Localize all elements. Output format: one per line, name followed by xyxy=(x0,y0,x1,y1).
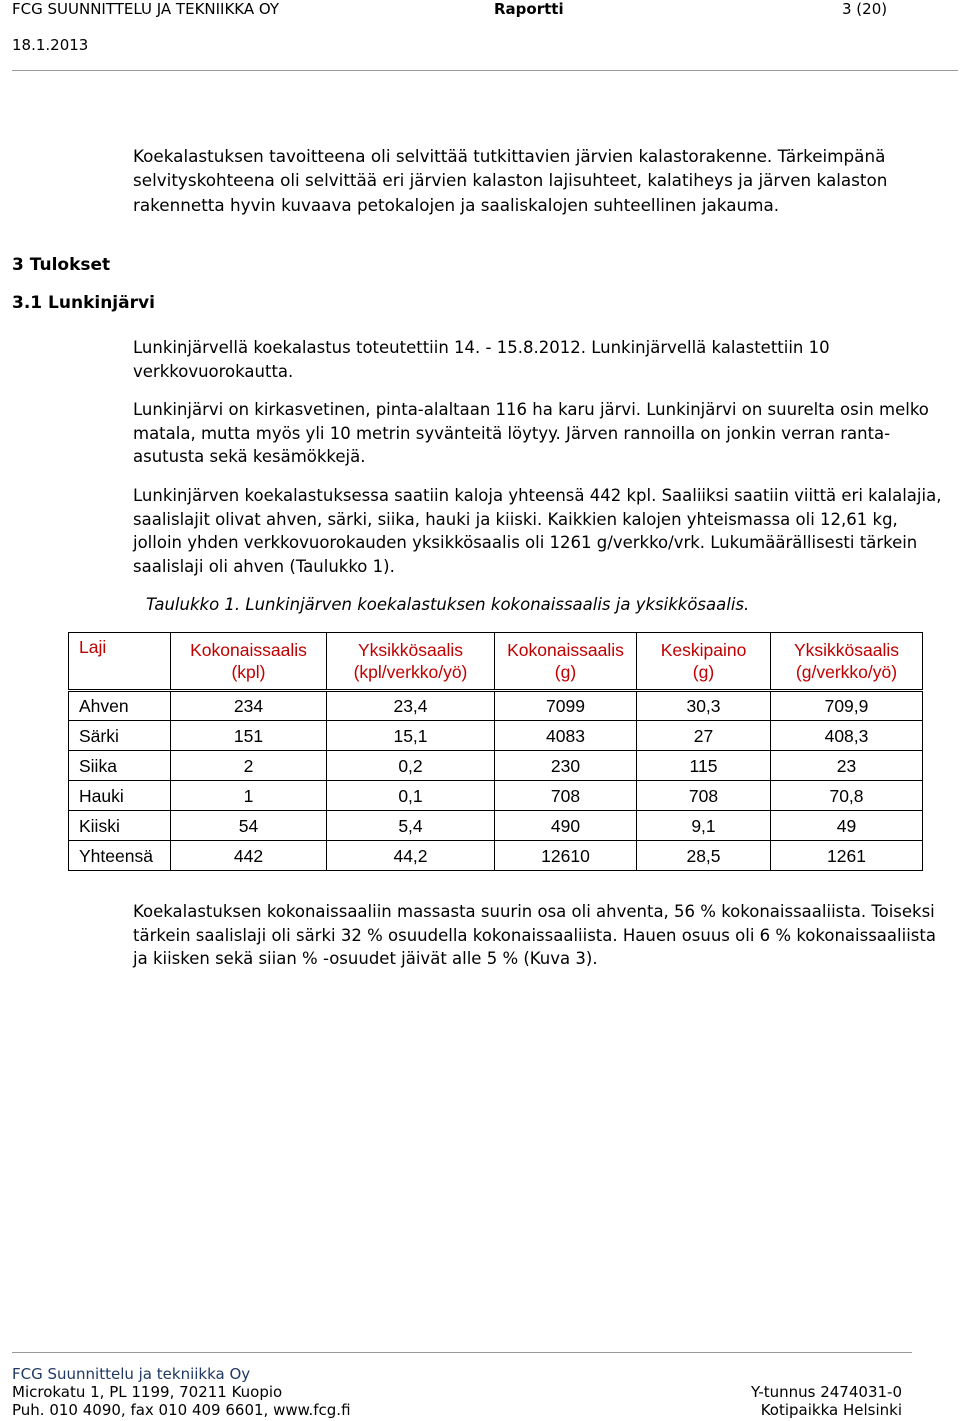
table-cell: 12610 xyxy=(495,841,637,871)
table-cell: 151 xyxy=(171,721,327,751)
table-cell: 2 xyxy=(171,751,327,781)
table-cell: Siika xyxy=(69,751,171,781)
table-cell: 708 xyxy=(495,781,637,811)
intro-text: Koekalastuksen tavoitteena oli selvittää tutkittavien järvien kalastorakenne. Tärkeimpänä selvityskohteena oli selvittää eri järvien kalaston lajisuhteet, kalatiheys ja järven kalaston rakennetta hyvin kuvaava petokalojen ja saaliskalojen suhteellinen jakauma. xyxy=(133,146,888,215)
table-cell: 70,8 xyxy=(771,781,923,811)
table-cell: Hauki xyxy=(69,781,171,811)
table-cell: 1 xyxy=(171,781,327,811)
table-cell: 44,2 xyxy=(327,841,495,871)
table-cell: Yhteensä xyxy=(69,841,171,871)
table-cell: 490 xyxy=(495,811,637,841)
table-cell: 5,4 xyxy=(327,811,495,841)
table-cell: 442 xyxy=(171,841,327,871)
footer-domicile: Kotipaikka Helsinki xyxy=(760,1401,902,1419)
table-row-total xyxy=(69,841,923,871)
header-company: FCG SUUNNITTELU JA TEKNIIKKA OY xyxy=(12,0,280,18)
paragraph-dates-text: Lunkinjärvellä koekalastus toteutettiin 14. - 15.8.2012. Lunkinjärvellä kalastettiin 10 verkkovuorokautta. xyxy=(133,338,830,381)
paragraph-catch-summary xyxy=(133,484,945,578)
table-cell: 4083 xyxy=(495,721,637,751)
intro-paragraph xyxy=(133,144,955,217)
table-cell: 9,1 xyxy=(637,811,771,841)
table-cell: 23 xyxy=(771,751,923,781)
table-cell: 115 xyxy=(637,751,771,781)
table-row-ahven xyxy=(69,691,923,721)
table-caption: Taulukko 1. Lunkinjärven koekalastuksen kokonaissaalis ja yksikkösaalis. xyxy=(146,595,750,614)
table-cell: 230 xyxy=(495,751,637,781)
table-cell: Ahven xyxy=(69,691,171,721)
paragraph-lake-description-text: Lunkinjärvi on kirkasvetinen, pinta-alaltaan 116 ha karu järvi. Lunkinjärvi on suurelta osin melko matala, mutta myös yli 10 metrin syvänteitä löytyy. Järven rannoilla on jonkin verran ranta-asutusta sekä kesämökkejä. xyxy=(133,400,929,467)
footer-business-id: Y-tunnus 2474031-0 xyxy=(750,1383,902,1401)
footer-address: Microkatu 1, PL 1199, 70211 Kuopio xyxy=(12,1383,283,1401)
column-header-species: Laji xyxy=(69,633,171,691)
table-cell: 0,2 xyxy=(327,751,495,781)
table-cell: 708 xyxy=(637,781,771,811)
table-header-row xyxy=(69,633,923,691)
footer-divider xyxy=(12,1352,912,1353)
table-cell: 7099 xyxy=(495,691,637,721)
header-date: 18.1.2013 xyxy=(12,36,89,54)
table-cell: Särki xyxy=(69,721,171,751)
table-cell: 54 xyxy=(171,811,327,841)
subsection-heading: 3.1 Lunkinjärvi xyxy=(12,293,155,313)
paragraph-catch-summary-text: Lunkinjärven koekalastuksessa saatiin kaloja yhteensä 442 kpl. Saaliiksi saatiin viittä eri kalalajia, saalislajit olivat ahven, särki, siika, hauki ja kiiski. Kaikkien kalojen yhteismassa oli 12,61 kg, jolloin yhden verkkovuorokauden yksikkösaalis oli 1261 g/verkko/vrk. Lukumäärällisesti tärkein saalislaji oli ahven (Taulukko 1). xyxy=(133,486,942,576)
header-page-number: 3 (20) xyxy=(842,0,888,18)
column-header-unit-count: Yksikkösaalis (kpl/verkko/yö) xyxy=(327,633,495,691)
table-cell: 28,5 xyxy=(637,841,771,871)
header-doc-type: Raportti xyxy=(494,0,564,18)
column-header-mean-weight: Keskipaino (g) xyxy=(637,633,771,691)
table-cell: 0,1 xyxy=(327,781,495,811)
table-cell: 15,1 xyxy=(327,721,495,751)
table-cell: 408,3 xyxy=(771,721,923,751)
table-cell: Kiiski xyxy=(69,811,171,841)
footer-company-name: FCG Suunnittelu ja tekniikka Oy xyxy=(12,1365,251,1383)
column-header-total-mass: Kokonaissaalis (g) xyxy=(495,633,637,691)
table-cell: 23,4 xyxy=(327,691,495,721)
paragraph-mass-distribution xyxy=(133,900,945,971)
table-cell: 49 xyxy=(771,811,923,841)
section-heading: 3 Tulokset xyxy=(12,255,111,275)
table-row-siika xyxy=(69,751,923,781)
table-row-kiiski xyxy=(69,811,923,841)
header-divider xyxy=(12,70,958,71)
table-cell: 27 xyxy=(637,721,771,751)
column-header-total-count: Kokonaissaalis (kpl) xyxy=(171,633,327,691)
footer-contact: Puh. 010 4090, fax 010 409 6601, www.fcg.fi xyxy=(12,1401,351,1419)
paragraph-lake-description xyxy=(133,398,945,469)
catch-table xyxy=(68,632,923,871)
table-cell: 709,9 xyxy=(771,691,923,721)
table-row-hauki xyxy=(69,781,923,811)
paragraph-dates xyxy=(133,336,945,383)
table-cell: 1261 xyxy=(771,841,923,871)
paragraph-mass-distribution-text: Koekalastuksen kokonaissaaliin massasta suurin osa oli ahventa, 56 % kokonaissaaliista. Toiseksi tärkein saalislaji oli särki 32 % osuudella kokonaissaaliista. Hauen osuus oli 6 % kokonaissaaliista ja kiisken sekä siian % -osuudet jäivät alle 5 % (Kuva 3). xyxy=(133,902,936,969)
table-row-sarki xyxy=(69,721,923,751)
table-cell: 30,3 xyxy=(637,691,771,721)
column-header-unit-mass: Yksikkösaalis (g/verkko/yö) xyxy=(771,633,923,691)
table-cell: 234 xyxy=(171,691,327,721)
